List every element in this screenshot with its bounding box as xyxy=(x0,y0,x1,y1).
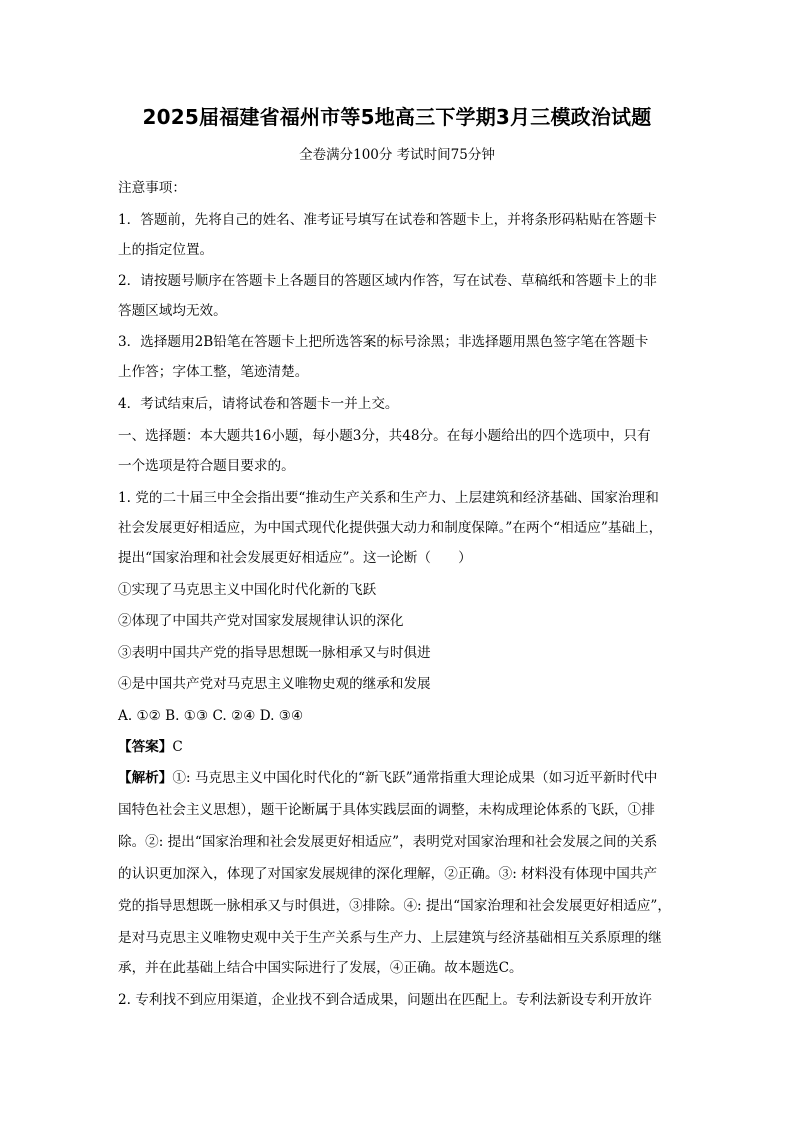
question-option: ③表明中国共产党的指导思想既一脉相承又与时俱进 xyxy=(118,645,431,661)
section-heading-cont: 一个选项是符合题目要求的。 xyxy=(118,458,295,474)
page-title: 2025届福建省福州市等5地高三下学期3月三模政治试题 xyxy=(142,105,652,129)
question-stem: 社会发展更好相适应，为中国式现代化提供强大动力和制度保障。”在两个“相适应”基础上， xyxy=(118,520,663,536)
answer-choices: A. ①② B. ①③ C. ②④ D. ③④ xyxy=(118,708,304,724)
question-option: ①实现了马克思主义中国化时代化新的飞跃 xyxy=(118,582,377,598)
question-option: ④是中国共产党对马克思主义唯物史观的继承和发展 xyxy=(118,676,431,692)
question-stem: 1. 党的二十届三中全会指出要“推动生产关系和生产力、上层建筑和经济基础、国家治理和 xyxy=(118,490,659,506)
notice-line: 2．请按题号顺序在答题卡上各题目的答题区域内作答，写在试卷、草稿纸和答题卡上的非 xyxy=(118,273,657,289)
question-stem: 2. 专利找不到应用渠道，企业找不到合适成果，问题出在匹配上。专利法新设专利开放许 xyxy=(118,992,652,1008)
analysis-text: 国特色社会主义思想），题干论断属于具体实践层面的调整，未构成理论体系的飞跃，①排 xyxy=(118,802,655,818)
analysis-text: 是对马克思主义唯物史观中关于生产关系与生产力、上层建筑与经济基础相互关系原理的继 xyxy=(118,930,662,946)
notice-line: 1．答题前，先将自己的姓名、准考证号填写在试卷和答题卡上，并将条形码粘贴在答题卡 xyxy=(118,212,657,228)
section-heading: 一、选择题：本大题共16小题，每小题3分，共48分。在每小题给出的四个选项中，只有 xyxy=(118,428,651,444)
question-stem: 提出“国家治理和社会发展更好相适应”。这一论断（ ） xyxy=(118,550,472,566)
notice-line: 4．考试结束后，请将试卷和答题卡一并上交。 xyxy=(118,396,399,412)
answer-label: 【答案】 xyxy=(118,739,173,755)
analysis-text: ①: 马克思主义中国化时代化的“新飞跃”通常指重大理论成果（如习近平新时代中 xyxy=(172,770,658,786)
notice-line: 上作答；字体工整，笔迹清楚。 xyxy=(118,364,309,380)
notice-line: 答题区域均无效。 xyxy=(118,303,227,319)
answer-line xyxy=(118,737,678,757)
analysis-text: 除。②: 提出“国家治理和社会发展更好相适应”，表明党对国家治理和社会发展之间的关系 xyxy=(118,834,658,850)
analysis-text: 党的指导思想既一脉相承又与时俱进，③排除。④: 提出“国家治理和社会发展更好相适应”， xyxy=(118,898,671,914)
notice-line: 上的指定位置。 xyxy=(118,242,214,258)
notice-line: 3．选择题用2B铅笔在答题卡上把所选答案的标号涂黑；非选择题用黑色签字笔在答题卡 xyxy=(118,334,649,350)
analysis-text: 的认识更加深入，体现了对国家发展规律的深化理解，②正确。③: 材料没有体现中国共产 xyxy=(118,866,658,882)
question-option: ②体现了中国共产党对国家发展规律认识的深化 xyxy=(118,613,404,629)
answer-value: C xyxy=(172,739,183,755)
exam-info: 全卷满分100分 考试时间75分钟 xyxy=(299,147,495,163)
analysis-line xyxy=(118,768,678,788)
notice-heading: 注意事项： xyxy=(118,180,186,196)
analysis-label: 【解析】 xyxy=(118,770,173,786)
analysis-text: 承，并在此基础上结合中国实际进行了发展，④正确。故本题选C。 xyxy=(118,960,523,976)
